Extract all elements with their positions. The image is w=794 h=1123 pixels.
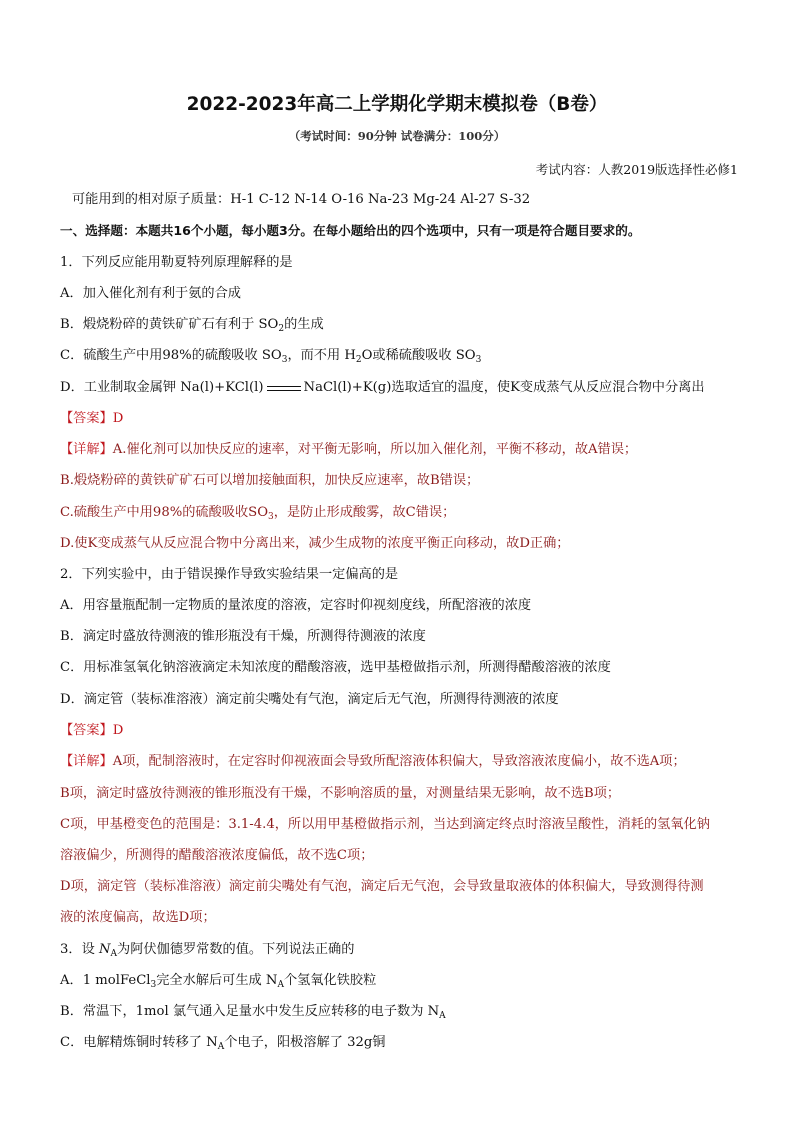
q1-option-a: A．加入催化剂有利于氨的合成 <box>60 286 241 301</box>
q2-option-c: C．用标准氢氧化钠溶液滴定未知浓度的醋酸溶液，选甲基橙做指示剂，所测得醋酸溶液的浓度 <box>60 660 611 675</box>
q2-explanation-c: C项，甲基橙变色的范围是：3.1-4.4，所以用甲基橙做指示剂，当达到滴定终点时溶液呈酸性，消耗的氢氧化钠 <box>60 817 710 832</box>
page-title: 2022-2023年高二上学期化学期末模拟卷（B卷） <box>186 94 608 115</box>
q2-answer: 【答案】D <box>60 723 124 738</box>
q2-explanation-a: 【详解】A项，配制溶液时，在定容时仰视液面会导致所配溶液体积偏大，导致溶液浓度偏小，故不选A项； <box>60 754 686 769</box>
q3-option-c: C．电解精炼铜时转移了 $N_A$个电子，阳极溶解了 32g铜 <box>60 1035 386 1052</box>
q1-answer: 【答案】D <box>60 411 124 426</box>
q2-option-a: A．用容量瓶配制一定物质的量浓度的溶液，定容时仰视刻度线，所配溶液的浓度 <box>60 598 532 613</box>
q1-stem: 1．下列反应能用勒夏特列原理解释的是 <box>60 255 293 270</box>
exam-scope: 考试内容：人教2019版选择性必修1 <box>535 162 738 177</box>
q1-explanation-d: D.使K变成蒸气从反应混合物中分离出来，减少生成物的浓度平衡正向移动，故D正确； <box>60 536 570 551</box>
q1-explanation-c: C.硫酸生产中用98%的硫酸吸收$SO_3$，是防止形成酸雾，故C错误； <box>60 505 456 522</box>
q3-option-b: B．常温下，1mol 氯气通入足量水中发生反应转移的电子数为 $N_A$ <box>60 1004 446 1021</box>
q1-explanation-b: B.煅烧粉碎的黄铁矿矿石可以增加接触面积，加快反应速率，故B错误； <box>60 473 480 488</box>
q1-option-b: B．煅烧粉碎的黄铁矿矿石有利于 $SO_2$的生成 <box>60 317 324 334</box>
q1-explanation-a: 【详解】A.催化剂可以加快反应的速率，对平衡无影响，所以加入催化剂，平衡不移动，故A错误； <box>60 442 638 457</box>
q2-explanation-d: D项，滴定管（装标准溶液）滴定前尖嘴处有气泡，滴定后无气泡，会导致量取液体的体积偏大，导致测得待测 <box>60 879 704 894</box>
q2-explanation-c-cont: 溶液偏少，所测得的醋酸溶液浓度偏低，故不选C项； <box>60 848 374 863</box>
exam-info: （考试时间：90分钟 试卷满分：100分） <box>288 129 506 143</box>
q3-option-a: A．1 molFeCl$_3$完全水解后可生成 $N_A$个氢氧化铁胶粒 <box>60 973 377 990</box>
q1-option-d: D．工业制取金属钾 Na(l)+KCl(l) NaCl(l)+K(g)选取适宜的温度，使K变成蒸气从反应混合物中分离出 <box>60 380 705 395</box>
q2-option-b: B．滴定时盛放待测液的锥形瓶没有干燥，所测得待测液的浓度 <box>60 629 426 644</box>
q2-option-d: D．滴定管（装标准溶液）滴定前尖嘴处有气泡，滴定后无气泡，所测得待测液的浓度 <box>60 692 559 707</box>
q1-option-c: C．硫酸生产中用98%的硫酸吸收 $SO_3$，而不用 $H_2O$或稀硫酸吸收 $SO_3$ <box>60 348 482 365</box>
q2-explanation-b: B项，滴定时盛放待测液的锥形瓶没有干燥，不影响溶质的量，对测量结果无影响，故不选B项； <box>60 786 621 801</box>
q2-explanation-d-cont: 液的浓度偏高，故选D项； <box>60 910 216 925</box>
q2-stem: 2．下列实验中，由于错误操作导致实验结果一定偏高的是 <box>60 567 399 582</box>
section-heading: 一、选择题：本题共16个小题，每小题3分。在每小题给出的四个选项中，只有一项是符合题目要求的。 <box>60 223 641 238</box>
atomic-masses: 可能用到的相对原子质量：H-1 C-12 N-14 O-16 Na-23 Mg-24 Al-27 S-32 <box>72 192 531 207</box>
q3-stem: 3．设 $N_A$为阿伏伽德罗常数的值。下列说法正确的 <box>60 942 355 959</box>
